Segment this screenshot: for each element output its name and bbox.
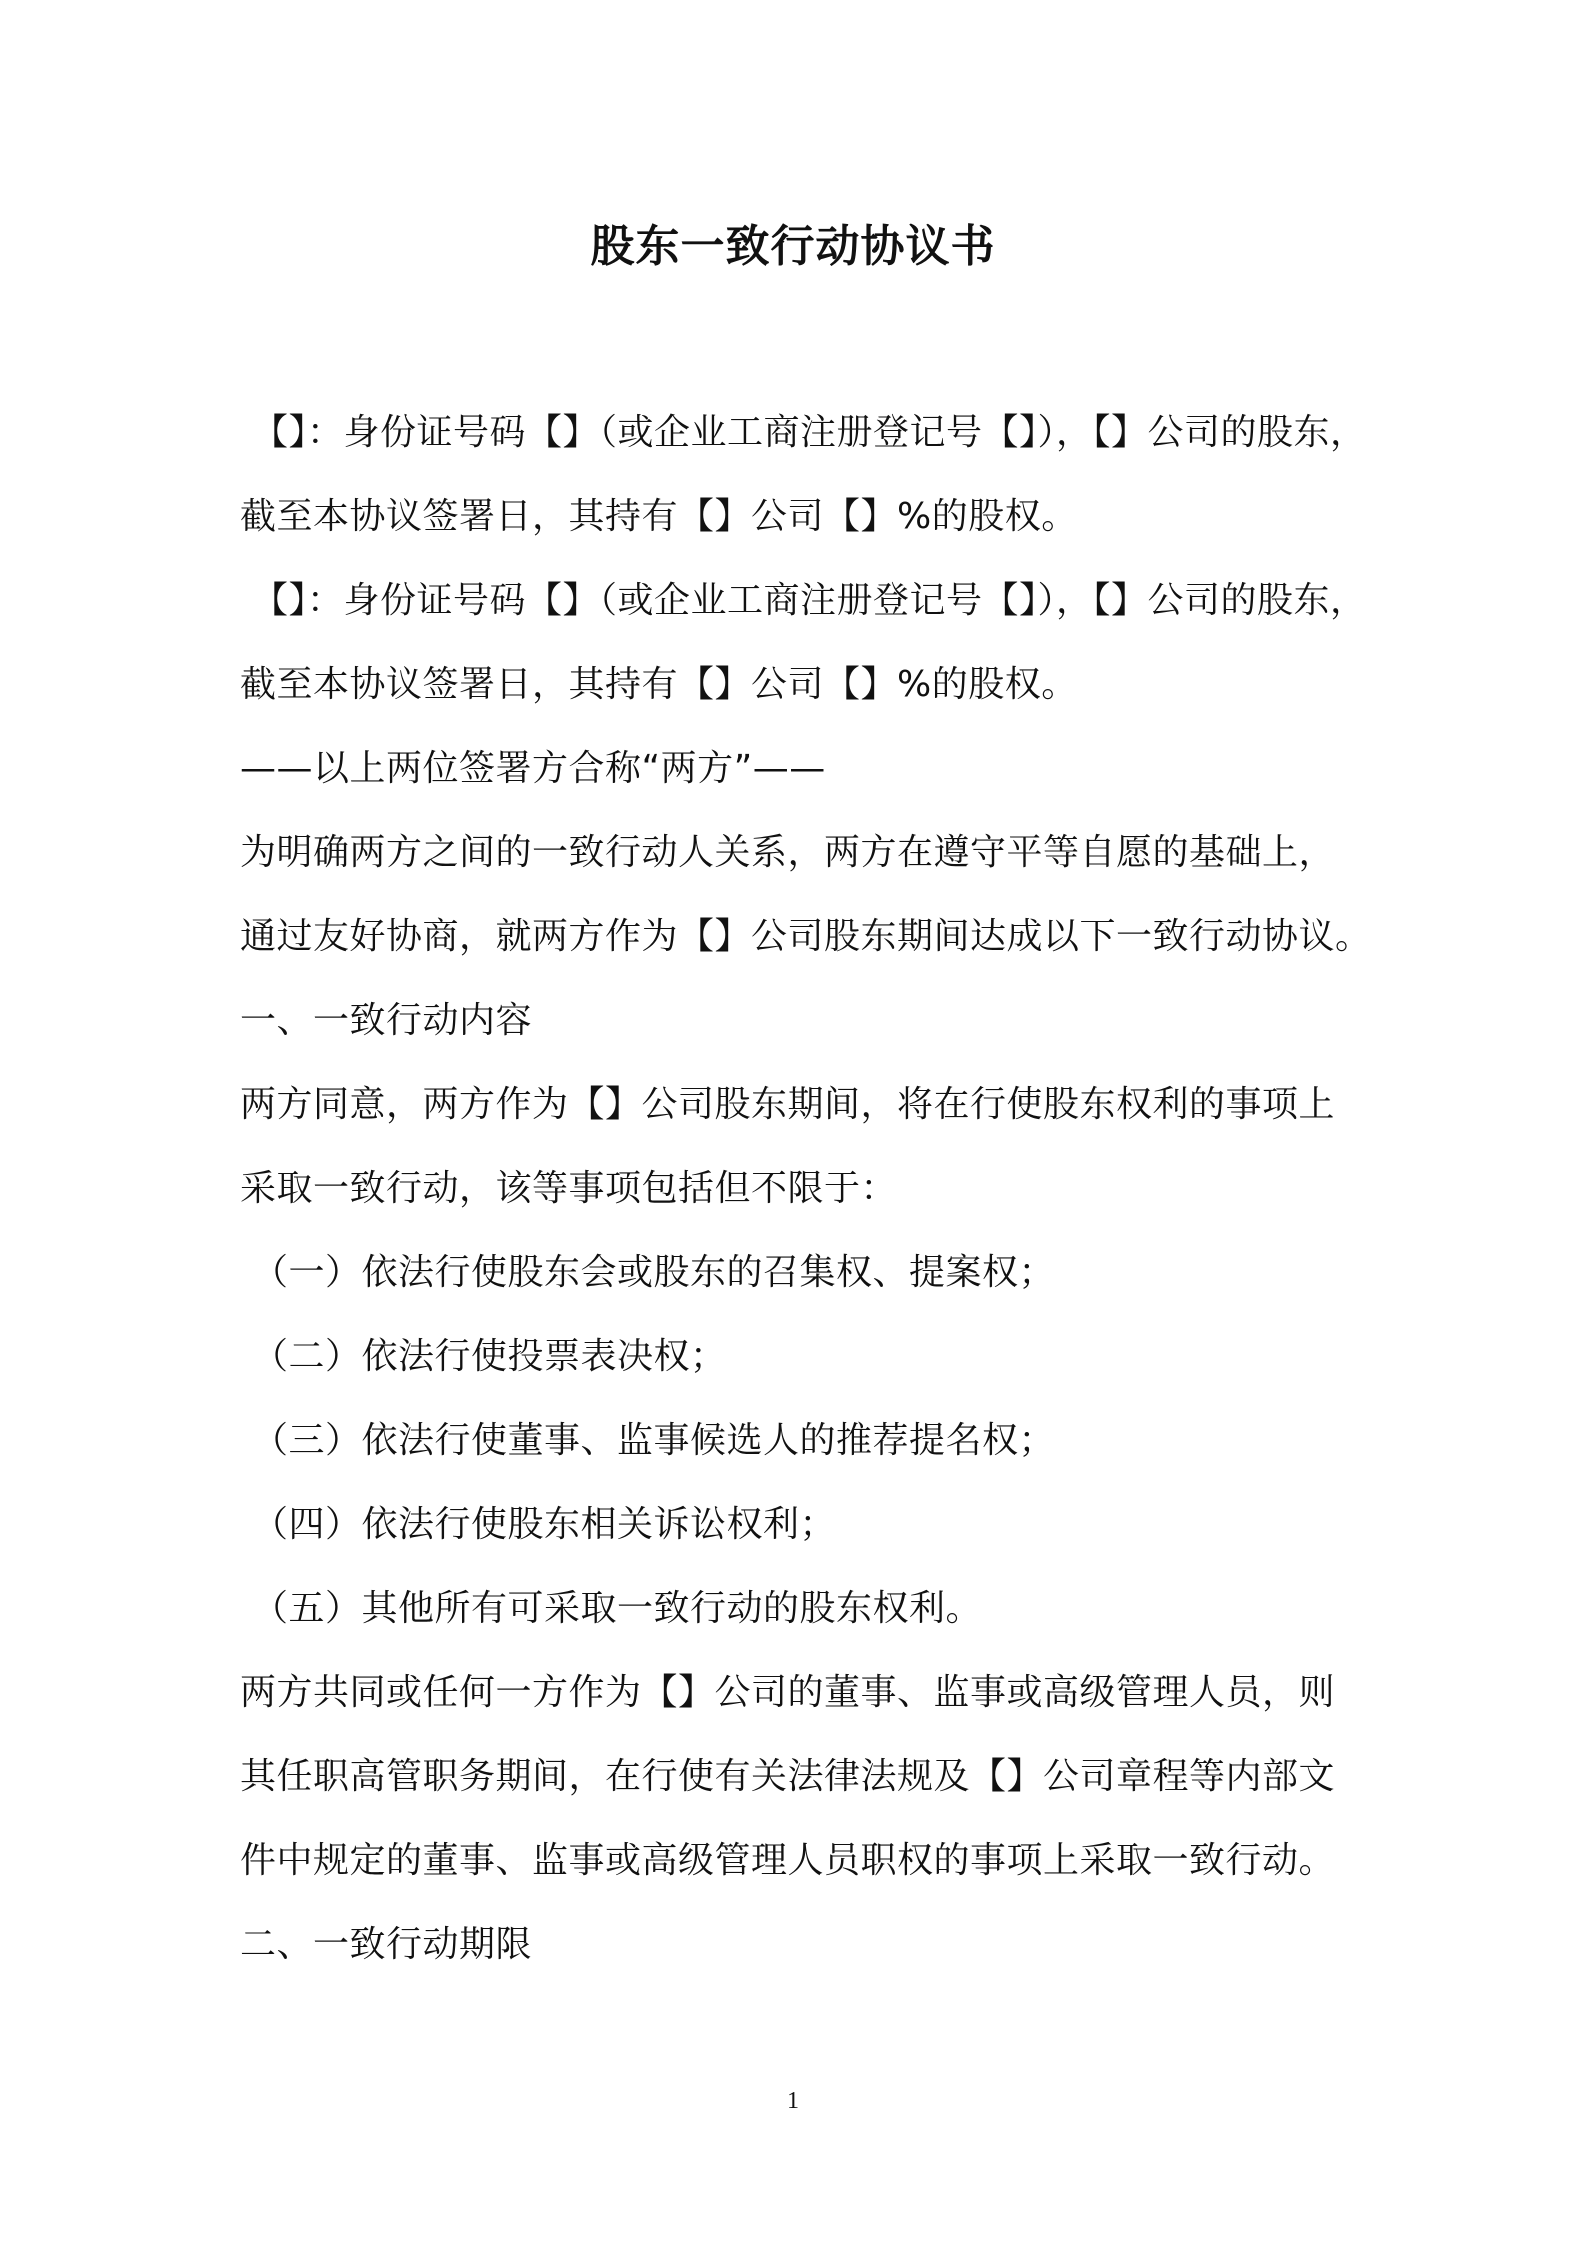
list-item-3: （三）依法行使董事、监事候选人的推荐提名权； bbox=[252, 1420, 1056, 1461]
page-number: 1 bbox=[787, 2088, 799, 2114]
party-a-line-2: 截至本协议签署日，其持有【】公司【】%的股权。 bbox=[240, 496, 1078, 537]
list-item-1: （一）依法行使股东会或股东的召集权、提案权； bbox=[252, 1252, 1056, 1293]
section-1-para-line-1: 两方同意，两方作为【】公司股东期间，将在行使股东权利的事项上 bbox=[240, 1084, 1336, 1125]
document-title: 股东一致行动协议书 bbox=[590, 221, 996, 272]
party-b-line-2: 截至本协议签署日，其持有【】公司【】%的股权。 bbox=[240, 664, 1078, 705]
section-1-para2-line-3: 件中规定的董事、监事或高级管理人员职权的事项上采取一致行动。 bbox=[240, 1840, 1336, 1881]
party-b-line-1: 【】：身份证号码【】（或企业工商注册登记号【】），【】公司的股东， bbox=[252, 580, 1367, 621]
section-heading-1: 一、一致行动内容 bbox=[240, 1000, 533, 1041]
party-a-line-1: 【】：身份证号码【】（或企业工商注册登记号【】），【】公司的股东， bbox=[252, 412, 1367, 453]
preamble-line-2: 通过友好协商，就两方作为【】公司股东期间达成以下一致行动协议。 bbox=[240, 916, 1372, 957]
section-1-para2-line-1: 两方共同或任何一方作为【】公司的董事、监事或高级管理人员，则 bbox=[240, 1672, 1336, 1713]
section-heading-2: 二、一致行动期限 bbox=[240, 1924, 533, 1965]
parties-note: ——以上两位签署方合称“两方”—— bbox=[240, 748, 826, 789]
preamble-line-1: 为明确两方之间的一致行动人关系，两方在遵守平等自愿的基础上， bbox=[240, 832, 1336, 873]
section-1-para-line-2: 采取一致行动，该等事项包括但不限于： bbox=[240, 1168, 898, 1209]
list-item-2: （二）依法行使投票表决权； bbox=[252, 1336, 727, 1377]
list-item-4: （四）依法行使股东相关诉讼权利； bbox=[252, 1504, 837, 1545]
list-item-5: （五）其他所有可采取一致行动的股东权利。 bbox=[252, 1588, 983, 1629]
section-1-para2-line-2: 其任职高管职务期间，在行使有关法律法规及【】公司章程等内部文 bbox=[240, 1756, 1336, 1797]
